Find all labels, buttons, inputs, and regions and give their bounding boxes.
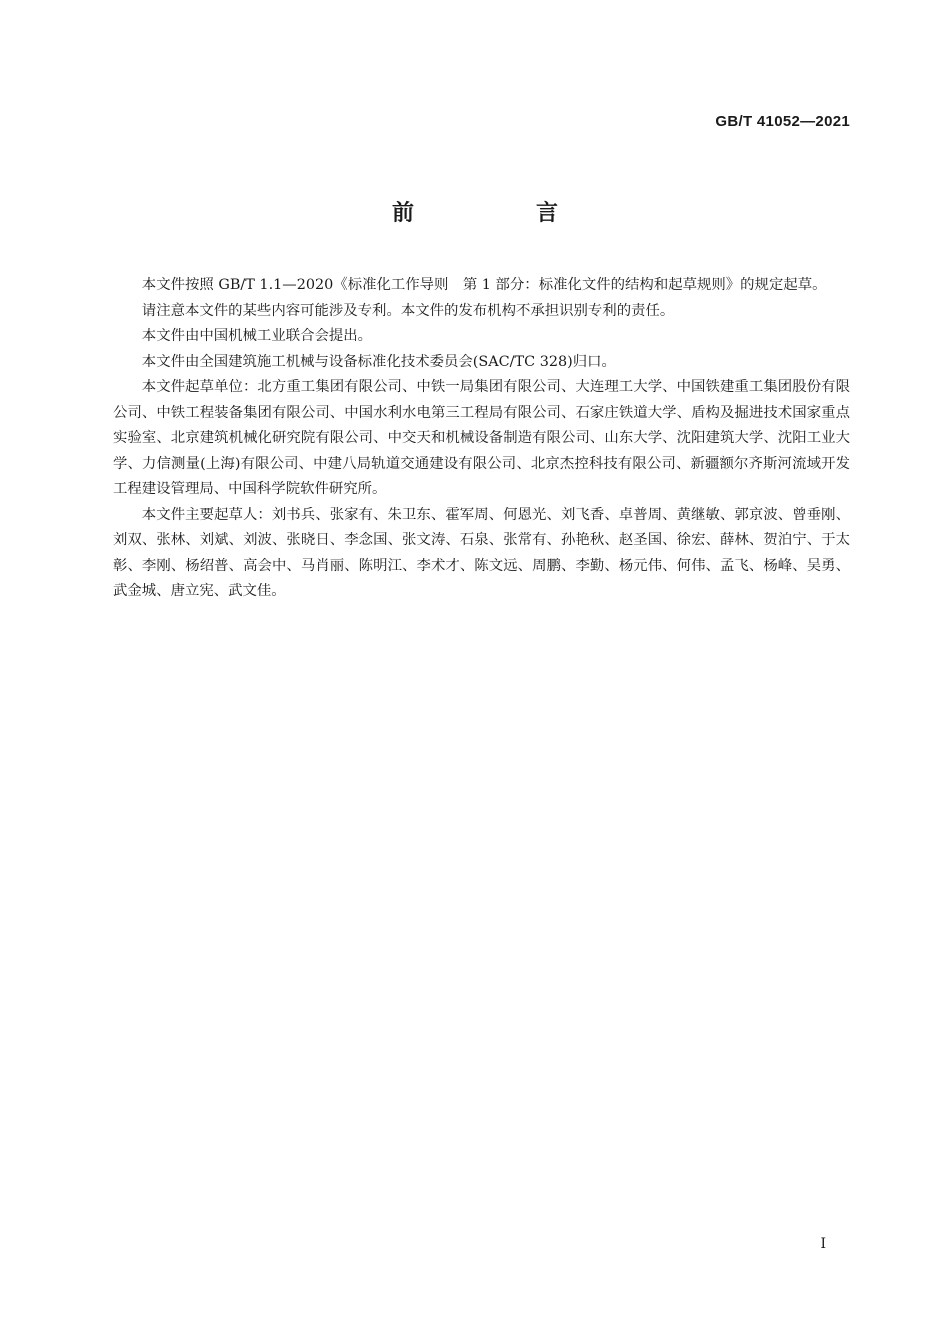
page-title: 前 言 [391,201,608,226]
paragraph-committee: 本文件由全国建筑施工机械与设备标准化技术委员会(SAC/TC 328)归口。 [141,353,616,370]
page-number: I [820,1236,826,1252]
standard-code: GB/T 41052—2021 [715,113,850,130]
paragraph-drafting-rules: 本文件按照 GB/T 1.1—2020《标准化工作导则 第 1 部分：标准化文件的结构和起草规则》的规定起草。 [141,277,827,293]
paragraph-main-drafters: 本文件主要起草人：刘书兵、张家有、朱卫东、霍军周、何恩光、刘飞香、卓普周、黄继敏、郭京波、曾垂刚、刘双、张林、刘斌、刘波、张晓日、李念国、张文涛、石泉、张常有、孙艳秋、赵圣国、徐宏、薛林、贺泊宁、于太彰、李刚、杨绍普、高会中、马肖丽、陈明江、李术才、陈文远、周鹏、李勤、杨元伟、何伟、孟飞、杨峰、吴勇、武金城、唐立宪、武文佳。 [113,506,850,599]
paragraph-patent-notice: 请注意本文件的某些内容可能涉及专利。本文件的发布机构不承担识别专利的责任。 [141,302,675,319]
paragraph-drafting-units: 本文件起草单位：北方重工集团有限公司、中铁一局集团有限公司、大连理工大学、中国铁建重工集团股份有限公司、中铁工程装备集团有限公司、中国水利水电第三工程局有限公司、石家庄铁道大学、盾构及掘进技术国家重点实验室、北京建筑机械化研究院有限公司、中交天和机械设备制造有限公司、山东大学、沈阳建筑大学、沈阳工业大学、力信测量(上海)有限公司、中建八局轨道交通建设有限公司、北京杰控科技有限公司、新疆额尔齐斯河流域开发工程建设管理局、中国科学院软件研究所。 [113,379,850,497]
document-body [113,273,850,605]
paragraph-proposer: 本文件由中国机械工业联合会提出。 [141,328,373,344]
